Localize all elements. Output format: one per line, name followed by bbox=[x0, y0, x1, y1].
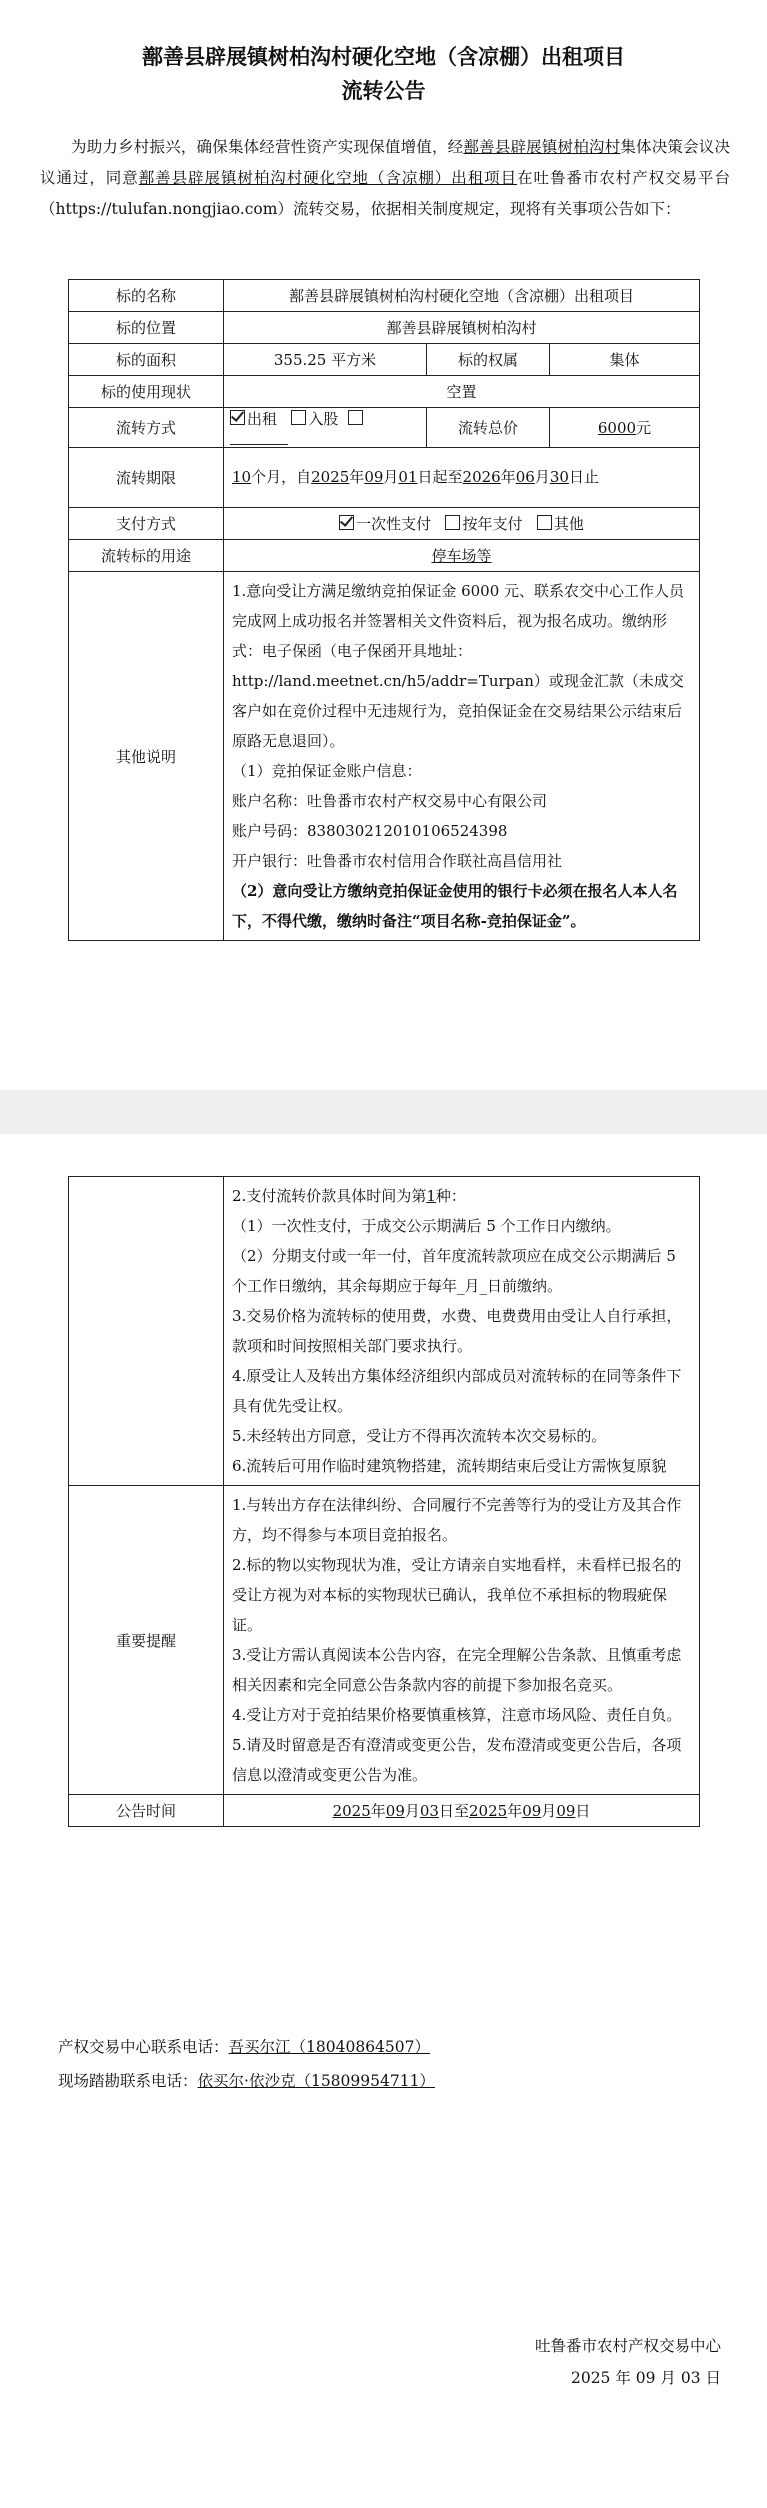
page-title: 鄯善县辟展镇树柏沟村硬化空地（含凉棚）出租项目 bbox=[142, 44, 625, 69]
notice-item-4: 4.受让方对于竞拍结果价格要慎重核算，注意市场风险、责任自负。 bbox=[232, 1706, 682, 1724]
cont-text: 种： bbox=[435, 1187, 466, 1205]
method-option-share: 入股 bbox=[308, 410, 339, 428]
ownership-value: 集体 bbox=[550, 344, 700, 376]
period-year-start: 2025 bbox=[311, 468, 350, 486]
signature-date: 2025 年 09 月 03 日 bbox=[570, 2369, 721, 2387]
contact-exchange-center bbox=[58, 2032, 430, 2062]
usage-text: 停车场等 bbox=[431, 547, 492, 565]
period-month-end: 06 bbox=[515, 468, 535, 486]
account-name: 账户名称：吐鲁番市农村产权交易中心有限公司 bbox=[232, 792, 548, 810]
price-unit: 元 bbox=[636, 419, 652, 437]
continued-item-3: （2）分期支付或一年一付，首年度流转款项应在成交公示期满后 5 个工作日缴纳，其余每期应于每年_月_日前缴纳。 bbox=[232, 1247, 676, 1295]
area-label: 标的面积 bbox=[69, 344, 224, 376]
contact-label: 现场踏勘联系电话： bbox=[58, 2072, 198, 2090]
usage-label: 流转标的用途 bbox=[69, 540, 224, 572]
blank-line bbox=[230, 430, 288, 445]
method-label: 流转方式 bbox=[69, 408, 224, 448]
time-year-end: 2025 bbox=[469, 1802, 508, 1820]
checkbox-checked-icon bbox=[339, 515, 354, 530]
period-text: 年 bbox=[500, 468, 516, 486]
period-month-start: 09 bbox=[364, 468, 384, 486]
page-2 bbox=[0, 1134, 767, 2508]
period-text: 个月，自 bbox=[251, 468, 312, 486]
period-months: 10 bbox=[232, 468, 252, 486]
contact-label: 产权交易中心联系电话： bbox=[58, 2038, 229, 2056]
continued-label-cell bbox=[69, 1177, 224, 1486]
continued-content bbox=[224, 1177, 700, 1486]
cont-type: 1 bbox=[426, 1187, 436, 1205]
checkbox-icon bbox=[537, 515, 552, 530]
time-text: 日至 bbox=[438, 1802, 469, 1820]
intro-text-2: 集体决策会议决议通过，同意 bbox=[40, 138, 730, 187]
time-text: 月 bbox=[541, 1802, 557, 1820]
signature-org: 吐鲁番市农村产权交易中心 bbox=[534, 2337, 721, 2355]
period-text: 月 bbox=[383, 468, 399, 486]
contact-site-survey bbox=[58, 2066, 435, 2096]
name-value: 鄯善县辟展镇树柏沟村硬化空地（含凉棚）出租项目 bbox=[224, 280, 700, 312]
continued-item-5: 4.原受让人及转出方集体经济组织内部成员对流转标的在同等条件下具有优先受让权。 bbox=[232, 1367, 682, 1415]
period-text: 月 bbox=[534, 468, 550, 486]
period-value bbox=[224, 448, 700, 508]
period-text: 日止 bbox=[568, 468, 599, 486]
other-content bbox=[224, 572, 700, 941]
checkbox-checked-icon bbox=[230, 410, 245, 425]
time-text: 日 bbox=[575, 1802, 591, 1820]
other-item-1: 1.意向受让方满足缴纳竞拍保证金 6000 元、联系农交中心工作人员完成网上成功报名并签署相关文件资料后，视为报名成功。缴纳形式：电子保函（电子保函开具地址：http://land.meetnet.cn/h5/addr=Turpan）或现金汇款（未成交客户如在竞价过程中无违规行为，竞拍保证金在交易结果公示结束后原路无息退回）。 bbox=[232, 582, 685, 750]
info-table-continued bbox=[68, 1176, 700, 1827]
location-value: 鄯善县辟展镇树柏沟村 bbox=[224, 312, 700, 344]
notice-item-3: 3.受让方需认真阅读本公告内容，在完全理解公告条款、且慎重考虑相关因素和完全同意公告条款内容的前提下参加报名竞买。 bbox=[232, 1646, 682, 1694]
other-item-2: （1）竞拍保证金账户信息： bbox=[232, 762, 422, 780]
time-text: 年 bbox=[507, 1802, 523, 1820]
page-gap bbox=[0, 1090, 767, 1134]
other-label: 其他说明 bbox=[69, 572, 224, 941]
method-option-rent: 出租 bbox=[247, 410, 278, 428]
time-month-end: 09 bbox=[522, 1802, 542, 1820]
price-value bbox=[550, 408, 700, 448]
continued-item-2: （1）一次性支付，于成交公示期满后 5 个工作日内缴纳。 bbox=[232, 1217, 621, 1235]
time-value bbox=[224, 1795, 700, 1827]
period-day-start: 01 bbox=[398, 468, 418, 486]
period-text: 日起至 bbox=[417, 468, 463, 486]
notice-content bbox=[224, 1486, 700, 1795]
payment-options bbox=[224, 508, 700, 540]
price-amount: 6000 bbox=[597, 419, 637, 437]
notice-item-1: 1.与转出方存在法律纠纷、合同履行不完善等行为的受让方及其合作方，均不得参与本项目竞拍报名。 bbox=[232, 1496, 682, 1544]
intro-paragraph bbox=[40, 132, 730, 225]
notice-item-2: 2.标的物以实物现状为准，受让方请亲自实地看样，未看样已报名的受让方视为对本标的实物现状已确认，我单位不承担标的物瑕疵保证。 bbox=[232, 1556, 682, 1634]
method-options bbox=[224, 408, 427, 448]
contact-phone: （15809954711） bbox=[295, 2072, 435, 2090]
time-day-end: 09 bbox=[556, 1802, 576, 1820]
status-value: 空置 bbox=[224, 376, 700, 408]
contact-name: 吾买尔江 bbox=[228, 2038, 291, 2056]
name-label: 标的名称 bbox=[69, 280, 224, 312]
intro-project: 鄯善县辟展镇树柏沟村硬化空地（含凉棚）出租项目 bbox=[138, 169, 518, 187]
price-label: 流转总价 bbox=[427, 408, 550, 448]
cont-text: 2.支付流转价款具体时间为第 bbox=[232, 1187, 427, 1205]
continued-item-6: 5.未经转出方同意，受让方不得再次流转本次交易标的。 bbox=[232, 1427, 607, 1445]
contact-phone: （18040864507） bbox=[290, 2038, 431, 2056]
payment-option-other: 其他 bbox=[553, 515, 584, 533]
time-day-start: 03 bbox=[419, 1802, 439, 1820]
continued-item-4: 3.交易价格为流转标的使用费，水费、电费费用由受让人自行承担，款项和时间按照相关部门要求执行。 bbox=[232, 1307, 682, 1355]
page-1 bbox=[0, 0, 767, 1090]
page-subtitle: 流转公告 bbox=[341, 78, 426, 103]
status-label: 标的使用现状 bbox=[69, 376, 224, 408]
account-bank: 开户银行：吐鲁番市农村信用合作联社高昌信用社 bbox=[232, 852, 563, 870]
time-year-start: 2025 bbox=[332, 1802, 371, 1820]
other-item-bold: （2）意向受让方缴纳竞拍保证金使用的银行卡必须在报名人本人名下，不得代缴，缴纳时备注“项目名称-竞拍保证金”。 bbox=[232, 882, 678, 930]
location-label: 标的位置 bbox=[69, 312, 224, 344]
period-text: 年 bbox=[349, 468, 365, 486]
contact-name: 依买尔·依沙克 bbox=[197, 2072, 296, 2090]
intro-text-3: 在吐鲁番市农村产权交易平台（https://tulufan.nongjiao.com）流转交易，依据相关制度规定，现将有关事项公告如下： bbox=[40, 169, 730, 218]
period-year-end: 2026 bbox=[462, 468, 501, 486]
time-text: 月 bbox=[404, 1802, 420, 1820]
intro-village: 鄯善县辟展镇树柏沟村 bbox=[463, 138, 621, 156]
period-label: 流转期限 bbox=[69, 448, 224, 508]
period-day-end: 30 bbox=[549, 468, 569, 486]
usage-value bbox=[224, 540, 700, 572]
checkbox-icon bbox=[445, 515, 460, 530]
time-label: 公告时间 bbox=[69, 1795, 224, 1827]
checkbox-icon bbox=[291, 410, 306, 425]
account-number: 账户号码：838030212010106524398 bbox=[232, 822, 508, 840]
continued-item-1 bbox=[232, 1181, 693, 1211]
info-table bbox=[68, 279, 700, 941]
notice-label: 重要提醒 bbox=[69, 1486, 224, 1795]
time-text: 年 bbox=[370, 1802, 386, 1820]
continued-item-7: 6.流转后可用作临时建筑物搭建，流转期结束后受让方需恢复原貌 bbox=[232, 1457, 667, 1475]
notice-item-5: 5.请及时留意是否有澄清或变更公告，发布澄清或变更公告后，各项信息以澄清或变更公告为准。 bbox=[232, 1736, 682, 1784]
intro-text-1: 为助力乡村振兴，确保集体经营性资产实现保值增值，经 bbox=[71, 138, 464, 156]
area-value: 355.25 平方米 bbox=[224, 344, 427, 376]
payment-option-yearly: 按年支付 bbox=[462, 515, 523, 533]
payment-option-once: 一次性支付 bbox=[356, 515, 432, 533]
ownership-label: 标的权属 bbox=[427, 344, 550, 376]
checkbox-icon bbox=[348, 410, 363, 425]
payment-label: 支付方式 bbox=[69, 508, 224, 540]
time-month-start: 09 bbox=[385, 1802, 405, 1820]
